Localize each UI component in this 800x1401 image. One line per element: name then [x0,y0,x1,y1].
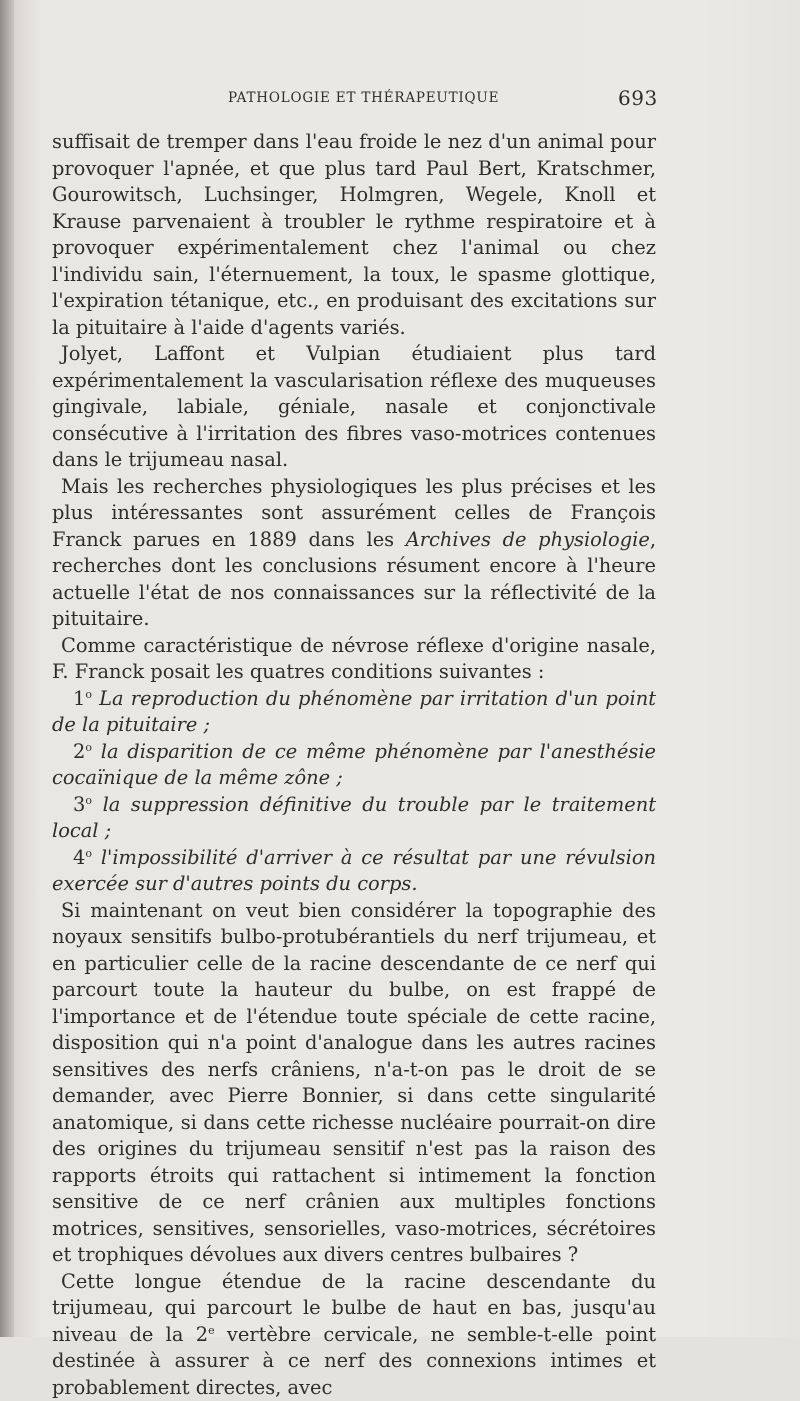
journal-title: Archives de physiologie [406,528,650,551]
paragraph-3 [52,474,656,633]
condition-item-3 [52,792,656,845]
condition-item-4 [52,845,656,898]
condition-item-1 [52,686,656,739]
paragraph-4: Comme caractéristique de névrose réflexe d'origine nasale, F. Franck posait les quatres conditions suivantes : [52,633,656,686]
paragraph-3-start: Mais les recherches physiologiques les plus précises et les plus intéressantes sont assurément celles de François Franck parues en 1889 dans les [52,475,656,551]
condition-item-2 [52,739,656,792]
paragraph-6 [52,1269,656,1401]
paragraph-2: Jolyet, Laffont et Vulpian étudiaient plus tard expérimentalement la vascularisation réflexe des muqueuses gingivale, labiale, géniale, nasale et conjonctivale consécutive à l'irritation des fibres vaso-motrices contenues dans le trijumeau nasal. [52,341,656,474]
ordinal-marker: o [85,794,92,807]
condition-text: la disparition de ce même phénomène par l'anesthésie cocaïnique de la même zône ; [52,740,656,790]
paragraph-3-end: , recherches dont les conclusions résument encore à l'heure actuelle l'état de nos connaissances sur la réflectivité de la pituitaire. [52,528,656,631]
running-title: PATHOLOGIE ET THÉRAPEUTIQUE [228,90,499,106]
body-text [52,129,656,1401]
condition-number: 3 [73,793,85,816]
paragraph-1: suffisait de tremper dans l'eau froide le nez d'un animal pour provoquer l'apnée, et que plus tard Paul Bert, Kratschmer, Gourowitsch, Luchsinger, Holmgren, Wegele, Knoll et Krause parvenaient à troubler le rythme respiratoire et à provoquer expérimentalement chez l'animal ou chez l'individu sain, l'éternuement, la toux, le spasme glottique, l'expiration tétanique, etc., en produisant des excitations sur la pituitaire à l'aide d'agents variés. [52,129,656,341]
page-header [0,86,800,110]
condition-number: 4 [73,846,85,869]
ordinal-marker: e [208,1324,215,1337]
condition-text: La reproduction du phénomène par irritation d'un point de la pituitaire ; [52,687,656,737]
ordinal-marker: o [85,741,92,754]
condition-number: 2 [73,740,85,763]
condition-number: 1 [73,687,85,710]
page-number: 693 [618,86,658,110]
book-binding-shadow [0,0,14,1337]
ordinal-marker: o [85,847,92,860]
condition-text: l'impossibilité d'arriver à ce résultat par une révulsion exercée sur d'autres points du corps. [52,846,656,896]
paragraph-5: Si maintenant on veut bien considérer la topographie des noyaux sensitifs bulbo-protubérantiels du nerf trijumeau, et en particulier celle de la racine descendante de ce nerf qui parcourt toute la hauteur du bulbe, on est frappé de l'importance et de l'étendue toute spéciale de cette racine, disposition qui n'a point d'analogue dans les autres racines sensitives des nerfs crâniens, n'a-t-on pas le droit de se demander, avec Pierre Bonnier, si dans cette singularité anatomique, si dans cette richesse nucléaire pourrait-on dire des origines du trijumeau sensitif n'est pas la raison des rapports étroits qui rattachent si intimement la fonction sensitive de ce nerf crânien aux multiples fonctions motrices, sensitives, sensorielles, vaso-motrices, sécrétoires et trophiques dévolues aux divers centres bulbaires ? [52,898,656,1269]
ordinal-marker: o [85,688,92,701]
paragraph-6-end: vertèbre cervicale, ne semble-t-elle point destinée à assurer à ce nerf des connexions intimes et probablement directes, avec [52,1323,656,1399]
condition-text: la suppression définitive du trouble par le traitement local ; [52,793,656,843]
paragraph-6-start: Cette longue étendue de la racine descendante du trijumeau, qui parcourt le bulbe de haut en bas, jusqu'au niveau de la 2 [52,1270,656,1346]
